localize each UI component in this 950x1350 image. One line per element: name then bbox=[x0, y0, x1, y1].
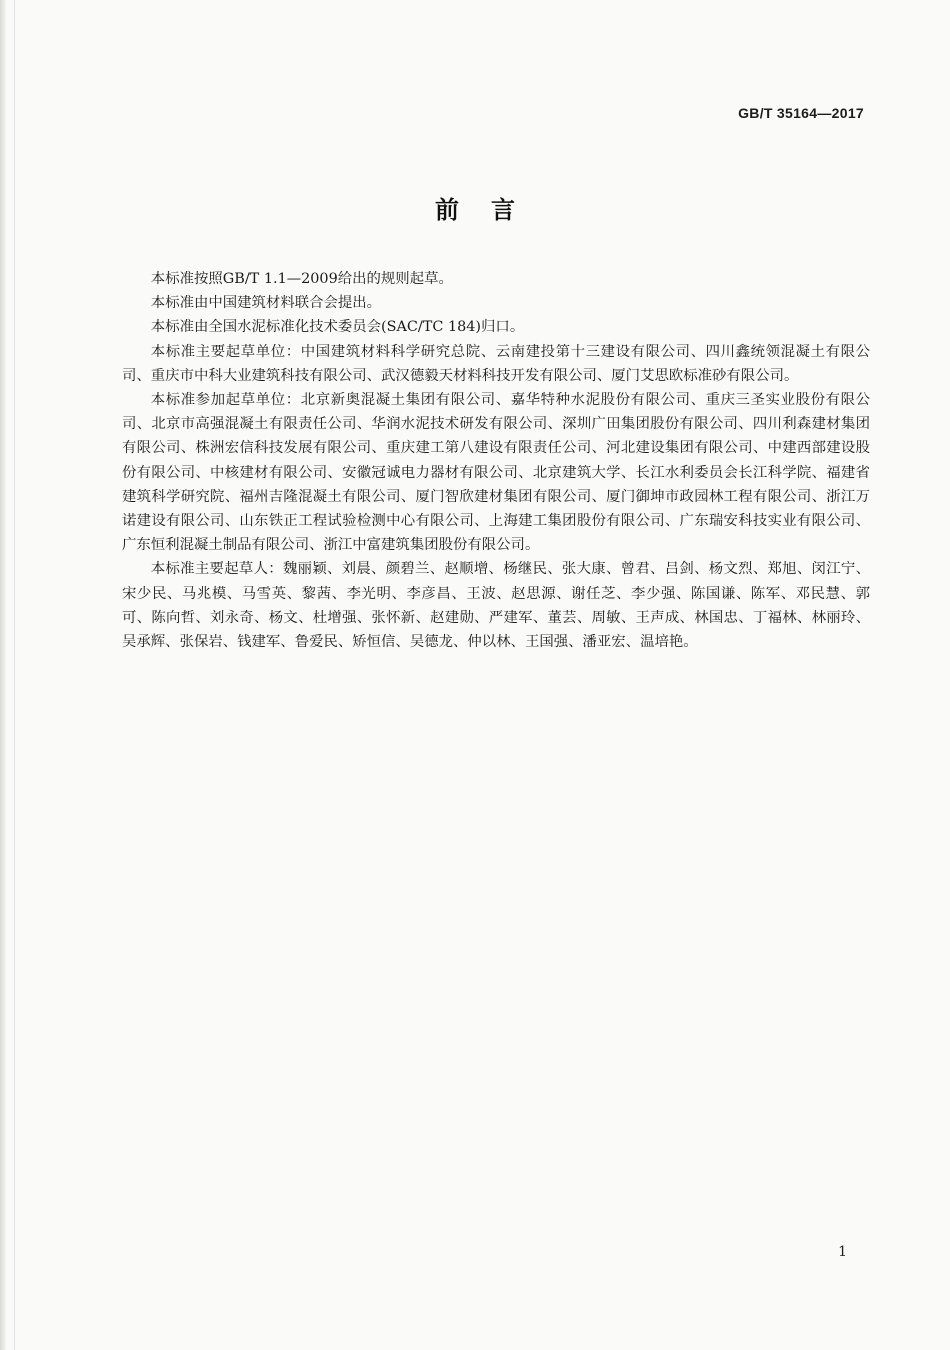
paragraph-main-drafting-units: 本标准主要起草单位：中国建筑材料科学研究总院、云南建投第十三建设有限公司、四川鑫统领混凝土有限公司、重庆市中科大业建筑科技有限公司、武汉德毅天材料科技开发有限公司、厦门艾思欧标准砂有限公司。 bbox=[122, 343, 870, 384]
paragraph-drafting-rules: 本标准按照GB/T 1.1—2009给出的规则起草。 bbox=[150, 271, 453, 287]
paragraph-proposer: 本标准由中国建筑材料联合会提出。 bbox=[150, 295, 382, 312]
paragraph-main-drafters: 本标准主要起草人：魏丽颖、刘晨、颜碧兰、赵顺增、杨继民、张大康、曾君、吕剑、杨文烈、郑旭、闵江宁、宋少民、马兆模、马雪英、黎茜、李光明、李彦昌、王波、赵思源、谢任芝、李少强、陈国谦、陈军、邓民慧、郭可、陈向哲、刘永奇、杨文、杜增强、张怀新、赵建勋、严建军、董芸、周敏、王声成、林国忠、丁福林、林丽玲、吴承辉、张保岩、钱建军、鲁爱民、矫恒信、吴德龙、仲以林、王国强、潘亚宏、温培艳。 bbox=[122, 561, 870, 651]
paragraph-participating-units: 本标准参加起草单位：北京新奥混凝土集团有限公司、嘉华特种水泥股份有限公司、重庆三圣实业股份有限公司、北京市高强混凝土有限责任公司、华润水泥技术研发有限公司、深圳广田集团股份有限公司、四川利森建材集团有限公司、株洲宏信科技发展有限公司、重庆建工第八建设有限责任公司、河北建设集团有限公司、中建西部建设股份有限公司、中核建材有限公司、安徽冠诚电力器材有限公司、北京建筑大学、长江水利委员会长江科学院、福建省建筑科学研究院、福州吉隆混凝土有限公司、厦门智欣建材集团有限公司、厦门御坤市政园林工程有限公司、浙江万诺建设有限公司、山东铁正工程试验检测中心有限公司、上海建工集团股份有限公司、广东瑞安科技实业有限公司、广东恒利混凝土制品有限公司、浙江中富建筑集团股份有限公司。 bbox=[122, 392, 870, 554]
standard-code: GB/T 35164—2017 bbox=[738, 105, 864, 121]
page-number: 1 bbox=[838, 1244, 847, 1260]
paragraph-technical-committee: 本标准由全国水泥标准化技术委员会(SAC/TC 184)归口。 bbox=[150, 319, 525, 336]
page-title: 前言 bbox=[435, 196, 547, 224]
foreword-body bbox=[122, 267, 870, 654]
